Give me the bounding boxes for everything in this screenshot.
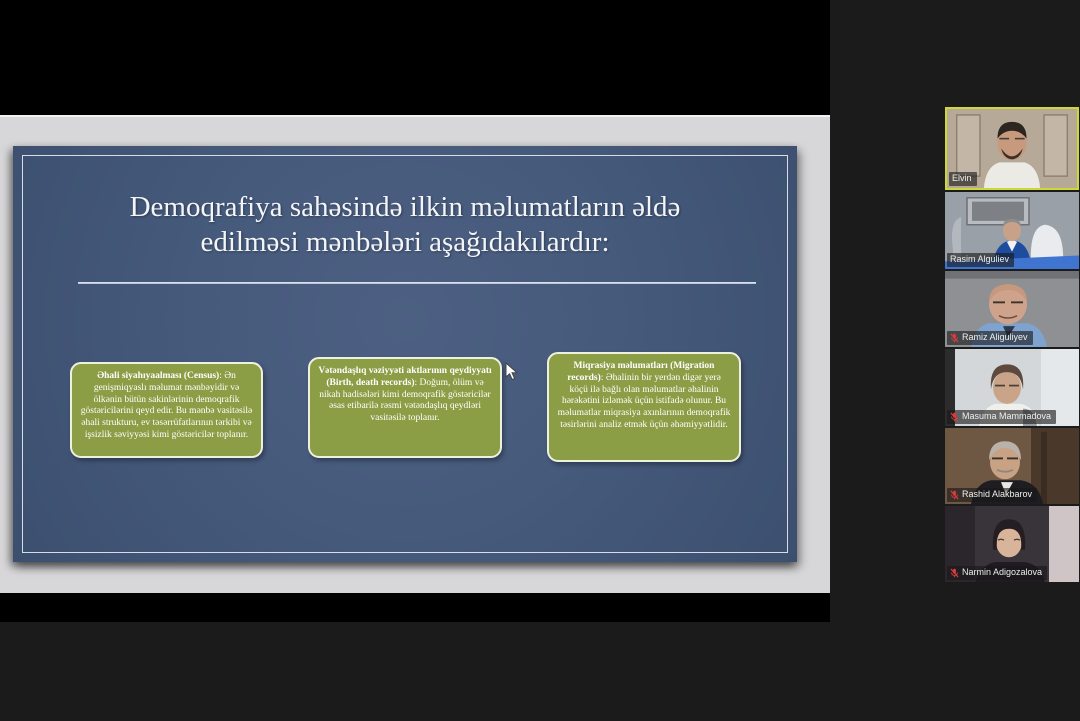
title-divider (78, 282, 756, 284)
participant-tile-rasim[interactable] (945, 192, 1079, 269)
participant-name-tag (947, 410, 1056, 424)
info-box-migration-body: : Əhalinin bir yerdən digər yerə köçü ilə bağlı olan məlumatlar əhalinin hərəkətini izləmək üçün istifadə olunur. Bu məlumatlar miqrasiya axınlarının demoqrafik təsirlərini analiz etmək üçün əhəmiyyətlidir. (557, 372, 731, 430)
info-box-migration (547, 352, 741, 462)
muted-mic-icon (950, 490, 959, 500)
participant-tile-ramiz[interactable] (945, 271, 1079, 347)
participant-name-tag (947, 331, 1033, 345)
slide-title: Demoqrafiya sahəsində ilkin məlumatların əldə edilməsi mənbələri aşağıdakılardır: (129, 191, 681, 258)
muted-mic-icon (950, 568, 959, 578)
muted-mic-icon (950, 412, 959, 422)
participant-name-tag (947, 253, 1014, 267)
info-box-civil-records (308, 357, 502, 458)
participant-name: Rashid Alakbarov (962, 489, 1033, 499)
info-box-civil-heading: Vətəndaşlıq vəziyyəti aktlarının qeydiyyatı (Birth, death records) (318, 366, 492, 388)
mouse-cursor (505, 362, 518, 381)
participant-name-tag (947, 488, 1037, 502)
participant-name: Masuma Mammadova (962, 411, 1052, 421)
participant-name: Ramiz Aliguliyev (962, 332, 1028, 342)
participant-tile-masuma[interactable] (945, 349, 1079, 426)
participant-name: Elvin (952, 173, 972, 183)
participant-tile-narmin[interactable] (945, 506, 1079, 582)
info-box-census-heading: Əhali siyahıyaalması (Census) (97, 371, 220, 381)
muted-mic-icon (950, 333, 959, 343)
participant-name-tag (947, 566, 1047, 580)
info-box-census (70, 362, 263, 458)
info-box-civil-body: : Doğum, ölüm və nikah hadisələri kimi demoqrafik göstəricilər əsas etibarilə rəsmi vətəndaşlıq qeydləri vasitəsilə toplanır. (319, 377, 491, 424)
presentation-slide (13, 146, 797, 562)
participant-tile-rashid[interactable] (945, 428, 1079, 504)
info-box-census-body: : Ən genişmiqyaslı məlumat mənbəyidir və ölkənin bütün sakinlərinin demoqrafik göstəricilərini qeyd edir. Bu mənbə vasitəsilə əhali strukturu, ev təsərrüfatlarının tərkibi və işsizlik səviyyəsi kimi göstəricilər toplanır. (80, 371, 253, 440)
participant-name-tag (949, 172, 977, 186)
participant-name: Narmin Adigozalova (962, 567, 1043, 577)
participant-tile-elvin[interactable] (945, 107, 1079, 190)
participant-name: Rasim Alguliev (950, 254, 1010, 264)
info-box-migration-heading: Miqrasiya məlumatları (Migration records) (567, 361, 715, 383)
